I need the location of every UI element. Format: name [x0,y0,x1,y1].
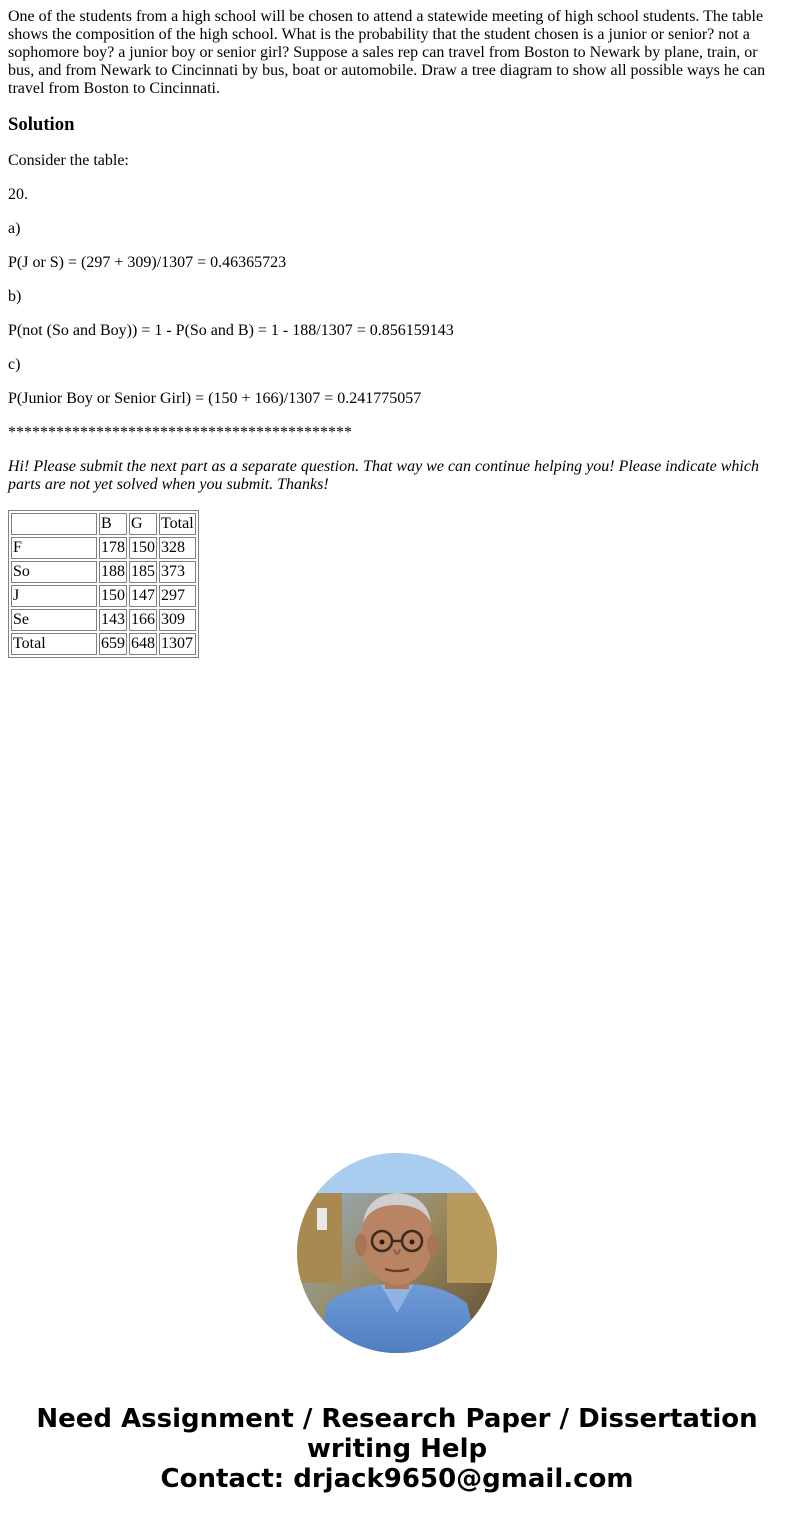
table-row [11,609,196,631]
table-cell: 328 [159,537,196,559]
table-cell: 1307 [159,633,196,655]
solution-line: b) [8,288,22,305]
table-cell: F [11,537,97,559]
question-text: One of the students from a high school will be chosen to attend a statewide meeting of high school students. The table shows the composition of the high school. What is the probability that the student chosen is a junior or senior? not a sophomore boy? a junior boy or senior girl? Suppose a sales rep can travel from Boston to Newark by plane, train, or bus, and from Newark to Cincinnati by bus, boat or automobile. Draw a tree diagram to show all possible ways he can travel from Boston to Cincinnati. [8,8,766,97]
solution-line: P(Junior Boy or Senior Girl) = (150 + 166)/1307 = 0.241775057 [8,390,422,407]
table-row [11,585,196,607]
table-cell: 309 [159,609,196,631]
table-header-cell: G [129,513,157,535]
table-row [11,561,196,583]
author-portrait-illustration [297,1153,497,1353]
table-header-cell: B [99,513,127,535]
composition-table [8,510,199,658]
table-cell: Total [11,633,97,655]
promo-banner [0,1404,794,1494]
solution-heading: Solution [8,114,75,135]
promo-line: writing Help [306,1434,488,1464]
promo-line: Need Assignment / Research Paper / Dissertation [36,1404,758,1434]
help-note: Hi! Please submit the next part as a separate question. That way we can continue helping you! Please indicate which parts are not yet solved when you submit. Thanks! [8,458,759,493]
table-cell: 648 [129,633,157,655]
solution-line: P(J or S) = (297 + 309)/1307 = 0.46365723 [8,254,287,271]
table-cell: 188 [99,561,127,583]
author-avatar [297,1153,497,1353]
table-cell: 659 [99,633,127,655]
document-content [8,8,778,658]
solution-line: P(not (So and Boy)) = 1 - P(So and B) = 1 - 188/1307 = 0.856159143 [8,322,454,339]
table-cell: 150 [99,585,127,607]
table-row [11,537,196,559]
solution-line: 20. [8,186,28,203]
table-cell: So [11,561,97,583]
table-cell: Se [11,609,97,631]
solution-line: a) [8,220,21,237]
promo-contact: Contact: drjack9650@gmail.com [160,1464,634,1494]
table-header-cell [11,513,97,535]
table-cell: 297 [159,585,196,607]
table-header-cell: Total [159,513,196,535]
table-header-row [11,513,196,535]
table-cell: 166 [129,609,157,631]
solution-line: Consider the table: [8,152,129,169]
table-cell: 373 [159,561,196,583]
table-row [11,633,196,655]
separator-stars: ******************************************* [8,424,352,441]
table-cell: 143 [99,609,127,631]
table-cell: 185 [129,561,157,583]
table-cell: 150 [129,537,157,559]
table-cell: 178 [99,537,127,559]
table-cell: J [11,585,97,607]
table-cell: 147 [129,585,157,607]
solution-line: c) [8,356,21,373]
